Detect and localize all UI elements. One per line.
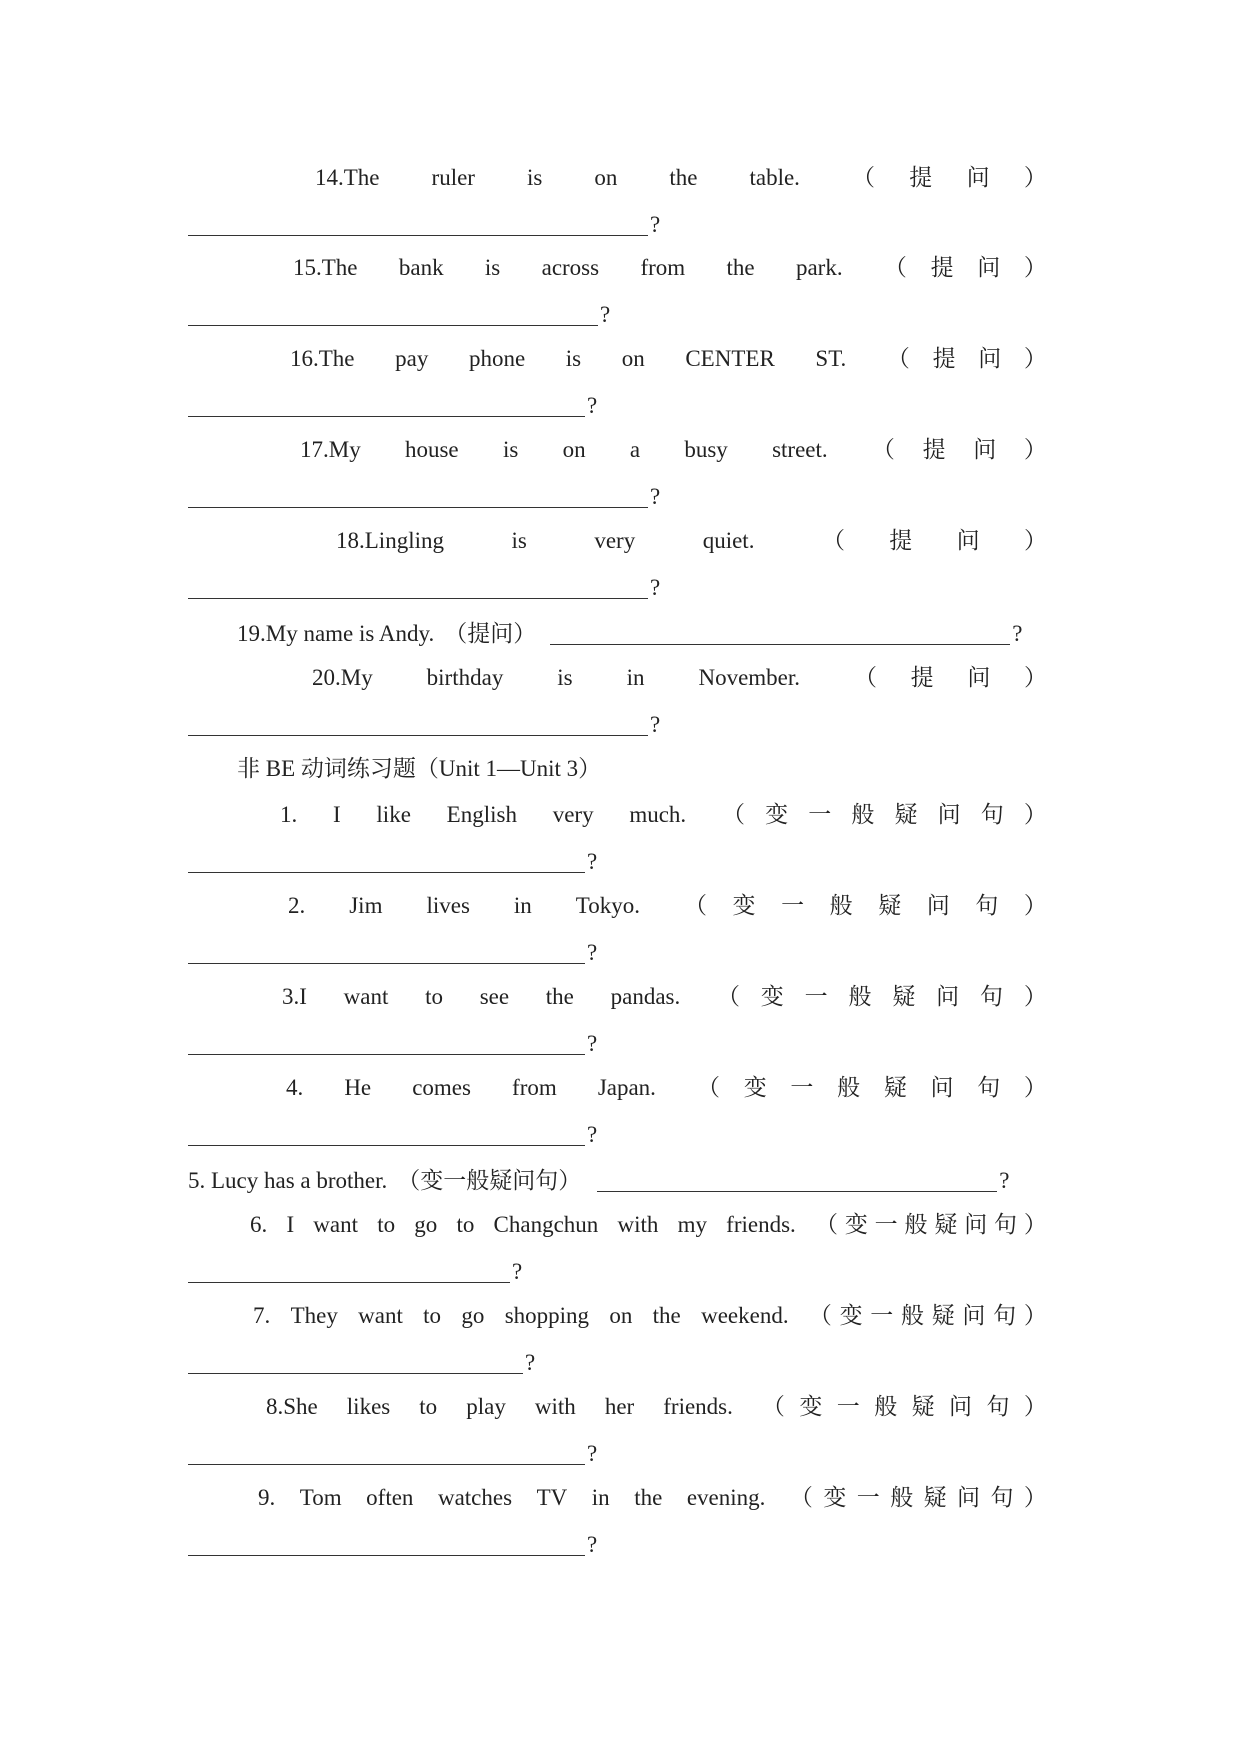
instr-char: 般: [874, 1394, 898, 1419]
question-instruction: [884, 248, 1047, 288]
instr-char: ）: [1023, 1075, 1047, 1100]
answer-line-16: [188, 384, 597, 424]
instr-char: 问: [957, 1485, 981, 1510]
answer-line-20: [188, 703, 660, 743]
question-word: in: [591, 1485, 610, 1510]
answer-line-nonbe-2: [188, 931, 597, 971]
question-word: pay: [395, 346, 429, 371]
question-number: 8.She: [266, 1394, 318, 1419]
question-word: the: [545, 984, 574, 1009]
question-text: 19.My name is Andy.: [237, 621, 435, 646]
question-number: 4.: [286, 1075, 304, 1100]
question-word: likes: [346, 1394, 391, 1419]
instr-char: 提: [922, 437, 946, 462]
question-word: with: [617, 1212, 659, 1237]
question-mark: ?: [600, 302, 611, 327]
instr-char: 般: [837, 1075, 861, 1100]
instr-char: ）: [1023, 346, 1047, 371]
question-word: the: [669, 165, 698, 190]
question-instruction: [809, 1296, 1047, 1336]
instr-char: 问: [966, 165, 990, 190]
question-word: pandas.: [610, 984, 681, 1009]
question-word: see: [479, 984, 510, 1009]
instr-char: （: [851, 165, 875, 190]
question-instruction: [872, 430, 1047, 470]
question-instruction: （提问）: [444, 621, 537, 646]
instr-char: 变: [823, 1485, 847, 1510]
instr-char: （: [871, 437, 895, 462]
instr-char: 问: [956, 528, 980, 553]
instr-char: 疑: [934, 1212, 958, 1237]
question-mark: ?: [587, 940, 598, 965]
answer-line-17: [188, 475, 660, 515]
question-number: 14.The: [315, 165, 380, 190]
question-mark: ?: [650, 712, 661, 737]
instr-char: （: [697, 1075, 720, 1100]
question-17: [300, 430, 1047, 470]
question-word: Jim: [349, 893, 383, 918]
instr-char: （: [721, 802, 745, 827]
question-word: is: [557, 665, 573, 690]
question-word: across: [541, 255, 600, 280]
question-mark: ?: [587, 1031, 598, 1056]
question-word: the: [726, 255, 755, 280]
instr-char: 提: [930, 255, 954, 280]
answer-line-18: [188, 566, 660, 606]
question-word: the: [652, 1303, 681, 1328]
question-word: from: [512, 1075, 557, 1100]
question-number: 18.Lingling: [336, 528, 444, 553]
question-text: 5. Lucy has a brother.: [188, 1168, 388, 1193]
question-mark: ?: [587, 1532, 598, 1557]
question-word: quiet.: [702, 528, 755, 553]
question-word: weekend.: [701, 1303, 789, 1328]
question-word: on: [621, 346, 645, 371]
instr-char: 疑: [878, 893, 902, 918]
question-word: to: [425, 984, 443, 1009]
question-16: [290, 339, 1047, 379]
instr-char: 一: [874, 1212, 898, 1237]
instr-char: 问: [930, 1075, 954, 1100]
instr-char: 一: [836, 1394, 860, 1419]
answer-blank[interactable]: [188, 935, 585, 964]
instr-char: 问: [962, 1303, 986, 1328]
answer-line-nonbe-7: [188, 1341, 535, 1381]
question-nonbe-6: [250, 1205, 1047, 1245]
instr-char: 问: [973, 437, 997, 462]
question-word: the: [634, 1485, 663, 1510]
question-number: 6.: [250, 1212, 268, 1237]
question-number: 7.: [253, 1303, 271, 1328]
instr-char: （: [789, 1485, 813, 1510]
question-mark: ?: [999, 1168, 1010, 1193]
instr-char: 变: [760, 984, 784, 1009]
instr-char: 句: [994, 1212, 1018, 1237]
question-word: ruler: [431, 165, 475, 190]
question-word: on: [594, 165, 618, 190]
question-14: [315, 158, 1047, 198]
question-word: Japan.: [597, 1075, 656, 1100]
instr-char: 变: [799, 1394, 823, 1419]
instr-char: 一: [804, 984, 828, 1009]
question-mark: ?: [587, 1441, 598, 1466]
question-18: [336, 521, 1047, 561]
question-word: is: [565, 346, 582, 371]
question-word: He: [344, 1075, 372, 1100]
instr-char: 疑: [892, 984, 916, 1009]
question-word: very: [552, 802, 594, 827]
instr-char: ）: [1023, 165, 1047, 190]
instr-char: 疑: [931, 1303, 955, 1328]
answer-blank[interactable]: [188, 1117, 585, 1146]
instr-char: ）: [1023, 255, 1047, 280]
instr-char: （: [883, 255, 907, 280]
question-word: They: [290, 1303, 338, 1328]
question-nonbe-3: [282, 977, 1047, 1017]
answer-blank[interactable]: [550, 616, 1010, 645]
instr-char: 般: [848, 984, 872, 1009]
answer-blank[interactable]: [188, 844, 585, 873]
answer-blank[interactable]: [188, 1345, 523, 1374]
question-word: park.: [795, 255, 843, 280]
question-word: play: [466, 1394, 506, 1419]
instr-char: 句: [980, 802, 1004, 827]
question-nonbe-9: [258, 1478, 1047, 1518]
question-instruction: [722, 795, 1047, 835]
instr-char: ）: [1023, 528, 1047, 553]
instr-char: 问: [967, 665, 991, 690]
section-title-text: 非 BE 动词练习题（Unit 1—Unit 3）: [237, 756, 602, 781]
instr-char: ）: [1023, 893, 1047, 918]
instr-char: 变: [765, 802, 789, 827]
instr-char: 问: [936, 984, 960, 1009]
answer-line-14: [188, 203, 660, 243]
question-nonbe-1: [280, 795, 1047, 835]
question-number: 20.My: [312, 665, 373, 690]
question-19: [237, 612, 1022, 654]
instr-char: 般: [829, 893, 853, 918]
question-instruction: [822, 521, 1047, 561]
answer-blank[interactable]: [597, 1163, 997, 1192]
instr-char: ）: [1023, 984, 1047, 1009]
question-number: 15.The: [293, 255, 358, 280]
question-20: [312, 658, 1047, 698]
question-instruction: [717, 977, 1047, 1017]
instr-char: 问: [977, 255, 1001, 280]
question-word: lives: [426, 893, 470, 918]
answer-line-15: [188, 293, 610, 333]
question-word: is: [511, 528, 527, 553]
instr-char: ）: [1023, 1485, 1047, 1510]
question-instruction: [815, 1205, 1047, 1245]
answer-blank[interactable]: [188, 707, 648, 736]
question-word: friends.: [663, 1394, 733, 1419]
question-instruction: [852, 158, 1047, 198]
instr-char: 一: [781, 893, 805, 918]
question-number: 17.My: [300, 437, 361, 462]
question-word: Tokyo.: [575, 893, 640, 918]
question-word: very: [594, 528, 636, 553]
instr-char: 疑: [883, 1075, 907, 1100]
instr-char: 句: [993, 1303, 1017, 1328]
question-number: 2.: [288, 893, 306, 918]
instr-char: 般: [890, 1485, 914, 1510]
question-word: street.: [772, 437, 828, 462]
question-word: Changchun: [493, 1212, 599, 1237]
question-mark: ?: [525, 1350, 536, 1375]
question-word: I: [286, 1212, 295, 1237]
answer-blank[interactable]: [188, 1527, 585, 1556]
question-word: in: [626, 665, 645, 690]
instr-char: ）: [1023, 1394, 1047, 1419]
question-word: I: [333, 802, 341, 827]
question-number: 3.I: [282, 984, 307, 1009]
question-word: is: [484, 255, 501, 280]
instr-char: 变: [844, 1212, 868, 1237]
question-word: a: [629, 437, 641, 462]
instr-char: ）: [1023, 802, 1047, 827]
instr-char: （: [808, 1303, 832, 1328]
question-word: go: [414, 1212, 438, 1237]
instr-char: ）: [1023, 1212, 1047, 1237]
instr-char: 提: [909, 165, 933, 190]
instr-char: 般: [901, 1303, 924, 1328]
question-word: is: [502, 437, 519, 462]
question-mark: ?: [587, 1122, 598, 1147]
instr-char: 问: [964, 1212, 988, 1237]
question-mark: ?: [587, 849, 598, 874]
instr-char: 句: [977, 1075, 1001, 1100]
answer-blank[interactable]: [188, 1026, 585, 1055]
instr-char: （: [716, 984, 740, 1009]
instr-char: 般: [904, 1212, 928, 1237]
question-word: birthday: [426, 665, 504, 690]
instr-char: （: [761, 1394, 785, 1419]
question-word: in: [513, 893, 532, 918]
answer-line-nonbe-6: [188, 1250, 522, 1290]
instr-char: 变: [743, 1075, 767, 1100]
question-number: 16.The: [290, 346, 355, 371]
question-word: go: [461, 1303, 485, 1328]
instr-char: （: [821, 528, 845, 553]
question-nonbe-4: [286, 1068, 1047, 1108]
instr-char: ）: [1023, 437, 1047, 462]
instr-char: （: [814, 1212, 838, 1237]
question-word: to: [419, 1394, 438, 1419]
instr-char: 问: [937, 802, 961, 827]
question-instruction: [854, 658, 1047, 698]
instr-char: 变: [732, 893, 756, 918]
instr-char: 疑: [923, 1485, 947, 1510]
question-mark: ?: [650, 484, 661, 509]
instr-char: （: [886, 346, 910, 371]
instr-char: 问: [926, 893, 950, 918]
instr-char: 一: [870, 1303, 894, 1328]
instr-char: 句: [986, 1394, 1010, 1419]
question-word: want: [313, 1212, 359, 1237]
answer-blank[interactable]: [188, 207, 648, 236]
question-word: bank: [398, 255, 444, 280]
instr-char: 句: [980, 984, 1004, 1009]
question-word: CENTER: [685, 346, 775, 371]
question-instruction: [790, 1478, 1047, 1518]
instr-char: ）: [1023, 665, 1047, 690]
question-instruction: [887, 339, 1047, 379]
instr-char: 句: [990, 1485, 1014, 1510]
question-instruction: [697, 1068, 1047, 1108]
answer-blank[interactable]: [188, 1254, 510, 1283]
question-word: on: [609, 1303, 633, 1328]
answer-blank[interactable]: [188, 1436, 585, 1465]
answer-line-nonbe-8: [188, 1432, 597, 1472]
section-title: [237, 749, 601, 789]
question-nonbe-5: [188, 1159, 1010, 1201]
instr-char: 提: [889, 528, 913, 553]
question-word: Tom: [299, 1485, 342, 1510]
question-word: want: [358, 1303, 403, 1328]
instr-char: 一: [808, 802, 832, 827]
question-word: want: [343, 984, 389, 1009]
question-15: [293, 248, 1047, 288]
instr-char: 问: [978, 346, 1002, 371]
instr-char: 问: [949, 1394, 973, 1419]
question-word: comes: [412, 1075, 471, 1100]
instr-char: （: [854, 665, 877, 690]
instr-char: 疑: [911, 1394, 935, 1419]
question-word: friends.: [726, 1212, 796, 1237]
question-word: often: [366, 1485, 414, 1510]
question-word: ST.: [815, 346, 847, 371]
answer-blank[interactable]: [188, 570, 648, 599]
question-word: to: [456, 1212, 475, 1237]
question-word: my: [677, 1212, 707, 1237]
question-nonbe-7: [253, 1296, 1047, 1336]
instr-char: 疑: [894, 802, 918, 827]
question-word: much.: [629, 802, 687, 827]
answer-line-nonbe-3: [188, 1022, 597, 1062]
question-word: her: [604, 1394, 635, 1419]
question-word: to: [377, 1212, 396, 1237]
question-number: 9.: [258, 1485, 276, 1510]
instr-char: 句: [975, 893, 999, 918]
question-number: 1.: [280, 802, 298, 827]
question-word: watches: [437, 1485, 513, 1510]
question-mark: ?: [1012, 621, 1023, 646]
question-word: on: [562, 437, 586, 462]
question-mark: ?: [587, 393, 598, 418]
question-instruction: [762, 1387, 1047, 1427]
question-word: to: [423, 1303, 442, 1328]
question-mark: ?: [512, 1259, 523, 1284]
question-nonbe-8: [266, 1387, 1047, 1427]
question-word: table.: [749, 165, 800, 190]
instr-char: 一: [856, 1485, 880, 1510]
answer-blank[interactable]: [188, 297, 598, 326]
question-instruction: （变一般疑问句）: [397, 1168, 582, 1193]
question-word: house: [404, 437, 459, 462]
instr-char: 变: [839, 1303, 863, 1328]
instr-char: 提: [932, 346, 956, 371]
question-word: busy: [684, 437, 728, 462]
question-word: is: [526, 165, 543, 190]
question-word: with: [534, 1394, 576, 1419]
question-word: shopping: [504, 1303, 590, 1328]
question-nonbe-2: [288, 886, 1047, 926]
question-mark: ?: [650, 212, 661, 237]
answer-line-nonbe-4: [188, 1113, 597, 1153]
instr-char: 提: [910, 665, 934, 690]
question-mark: ?: [650, 575, 661, 600]
question-word: evening.: [686, 1485, 766, 1510]
answer-blank[interactable]: [188, 388, 585, 417]
question-word: TV: [536, 1485, 568, 1510]
question-word: November.: [698, 665, 801, 690]
question-word: like: [376, 802, 411, 827]
instr-char: 般: [851, 802, 875, 827]
question-word: English: [446, 802, 517, 827]
instr-char: （: [683, 893, 707, 918]
question-word: phone: [468, 346, 526, 371]
question-word: from: [640, 255, 686, 280]
answer-line-nonbe-1: [188, 840, 597, 880]
answer-line-nonbe-9: [188, 1523, 597, 1563]
question-instruction: [684, 886, 1047, 926]
answer-blank[interactable]: [188, 479, 648, 508]
instr-char: ）: [1023, 1303, 1047, 1328]
instr-char: 一: [790, 1075, 814, 1100]
